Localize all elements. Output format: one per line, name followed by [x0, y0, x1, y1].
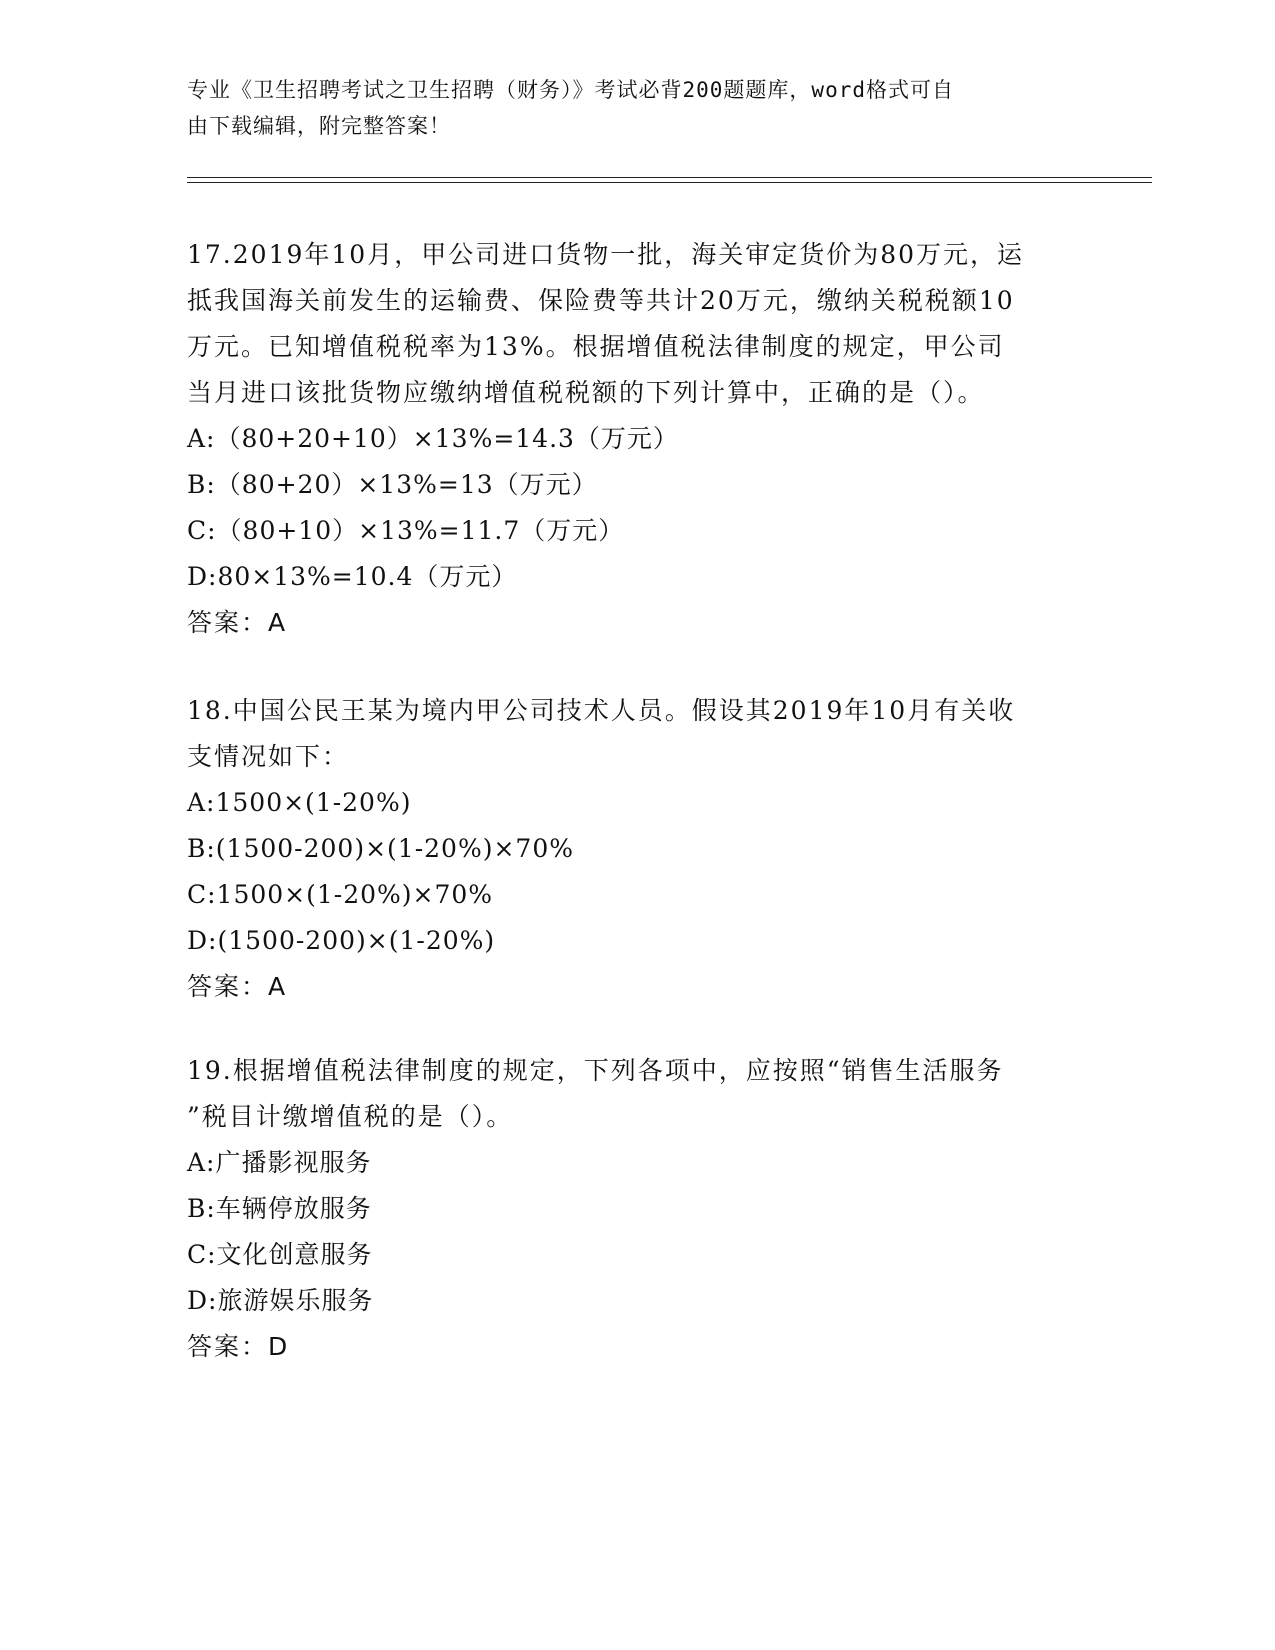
option-d: D:(1500-200)×(1-20%)	[187, 926, 496, 955]
question-stem-line: 抵我国海关前发生的运输费、保险费等共计20万元，缴纳关税税额10	[187, 286, 1015, 315]
question-18	[187, 688, 1087, 1010]
question-stem-line: 17.2019年10月，甲公司进口货物一批，海关审定货价为80万元，运	[187, 240, 1025, 269]
answer-line: 答案：A	[187, 972, 288, 1001]
header-divider-bottom	[187, 182, 1152, 183]
question-19	[187, 1048, 1087, 1370]
question-17	[187, 232, 1087, 646]
question-stem-line: 18.中国公民王某为境内甲公司技术人员。假设其2019年10月有关收	[187, 696, 1016, 725]
question-stem-line: 支情况如下：	[187, 742, 350, 771]
option-b: B:（80+20）×13%=13（万元）	[187, 470, 598, 499]
question-stem-line: ”税目计缴增值税的是（）。	[187, 1102, 514, 1131]
header-line-1: 专业《卫生招聘考试之卫生招聘（财务）》考试必背200题题库，word格式可自	[187, 78, 954, 102]
header-divider-top	[187, 177, 1152, 178]
option-b: B:(1500-200)×(1-20%)×70%	[187, 834, 574, 863]
question-stem-line: 当月进口该批货物应缴纳增值税税额的下列计算中，正确的是（）。	[187, 378, 985, 407]
answer-line: 答案：D	[187, 1332, 290, 1361]
option-a: A:（80+20+10）×13%=14.3（万元）	[187, 424, 679, 453]
option-c: C:文化创意服务	[187, 1240, 373, 1269]
option-d: D:旅游娱乐服务	[187, 1286, 374, 1315]
question-stem-line: 万元。已知增值税税率为13%。根据增值税法律制度的规定，甲公司	[187, 332, 1005, 361]
document-header	[187, 72, 1067, 144]
option-a: A:1500×(1-20%)	[187, 788, 412, 817]
option-c: C:1500×(1-20%)×70%	[187, 880, 494, 909]
answer-line: 答案：A	[187, 608, 288, 637]
question-stem-line: 19.根据增值税法律制度的规定，下列各项中，应按照“销售生活服务	[187, 1056, 1004, 1085]
option-a: A:广播影视服务	[187, 1148, 372, 1177]
option-c: C:（80+10）×13%=11.7（万元）	[187, 516, 625, 545]
option-d: D:80×13%=10.4（万元）	[187, 562, 518, 591]
option-b: B:车辆停放服务	[187, 1194, 372, 1223]
header-line-2: 由下载编辑，附完整答案！	[187, 114, 451, 138]
